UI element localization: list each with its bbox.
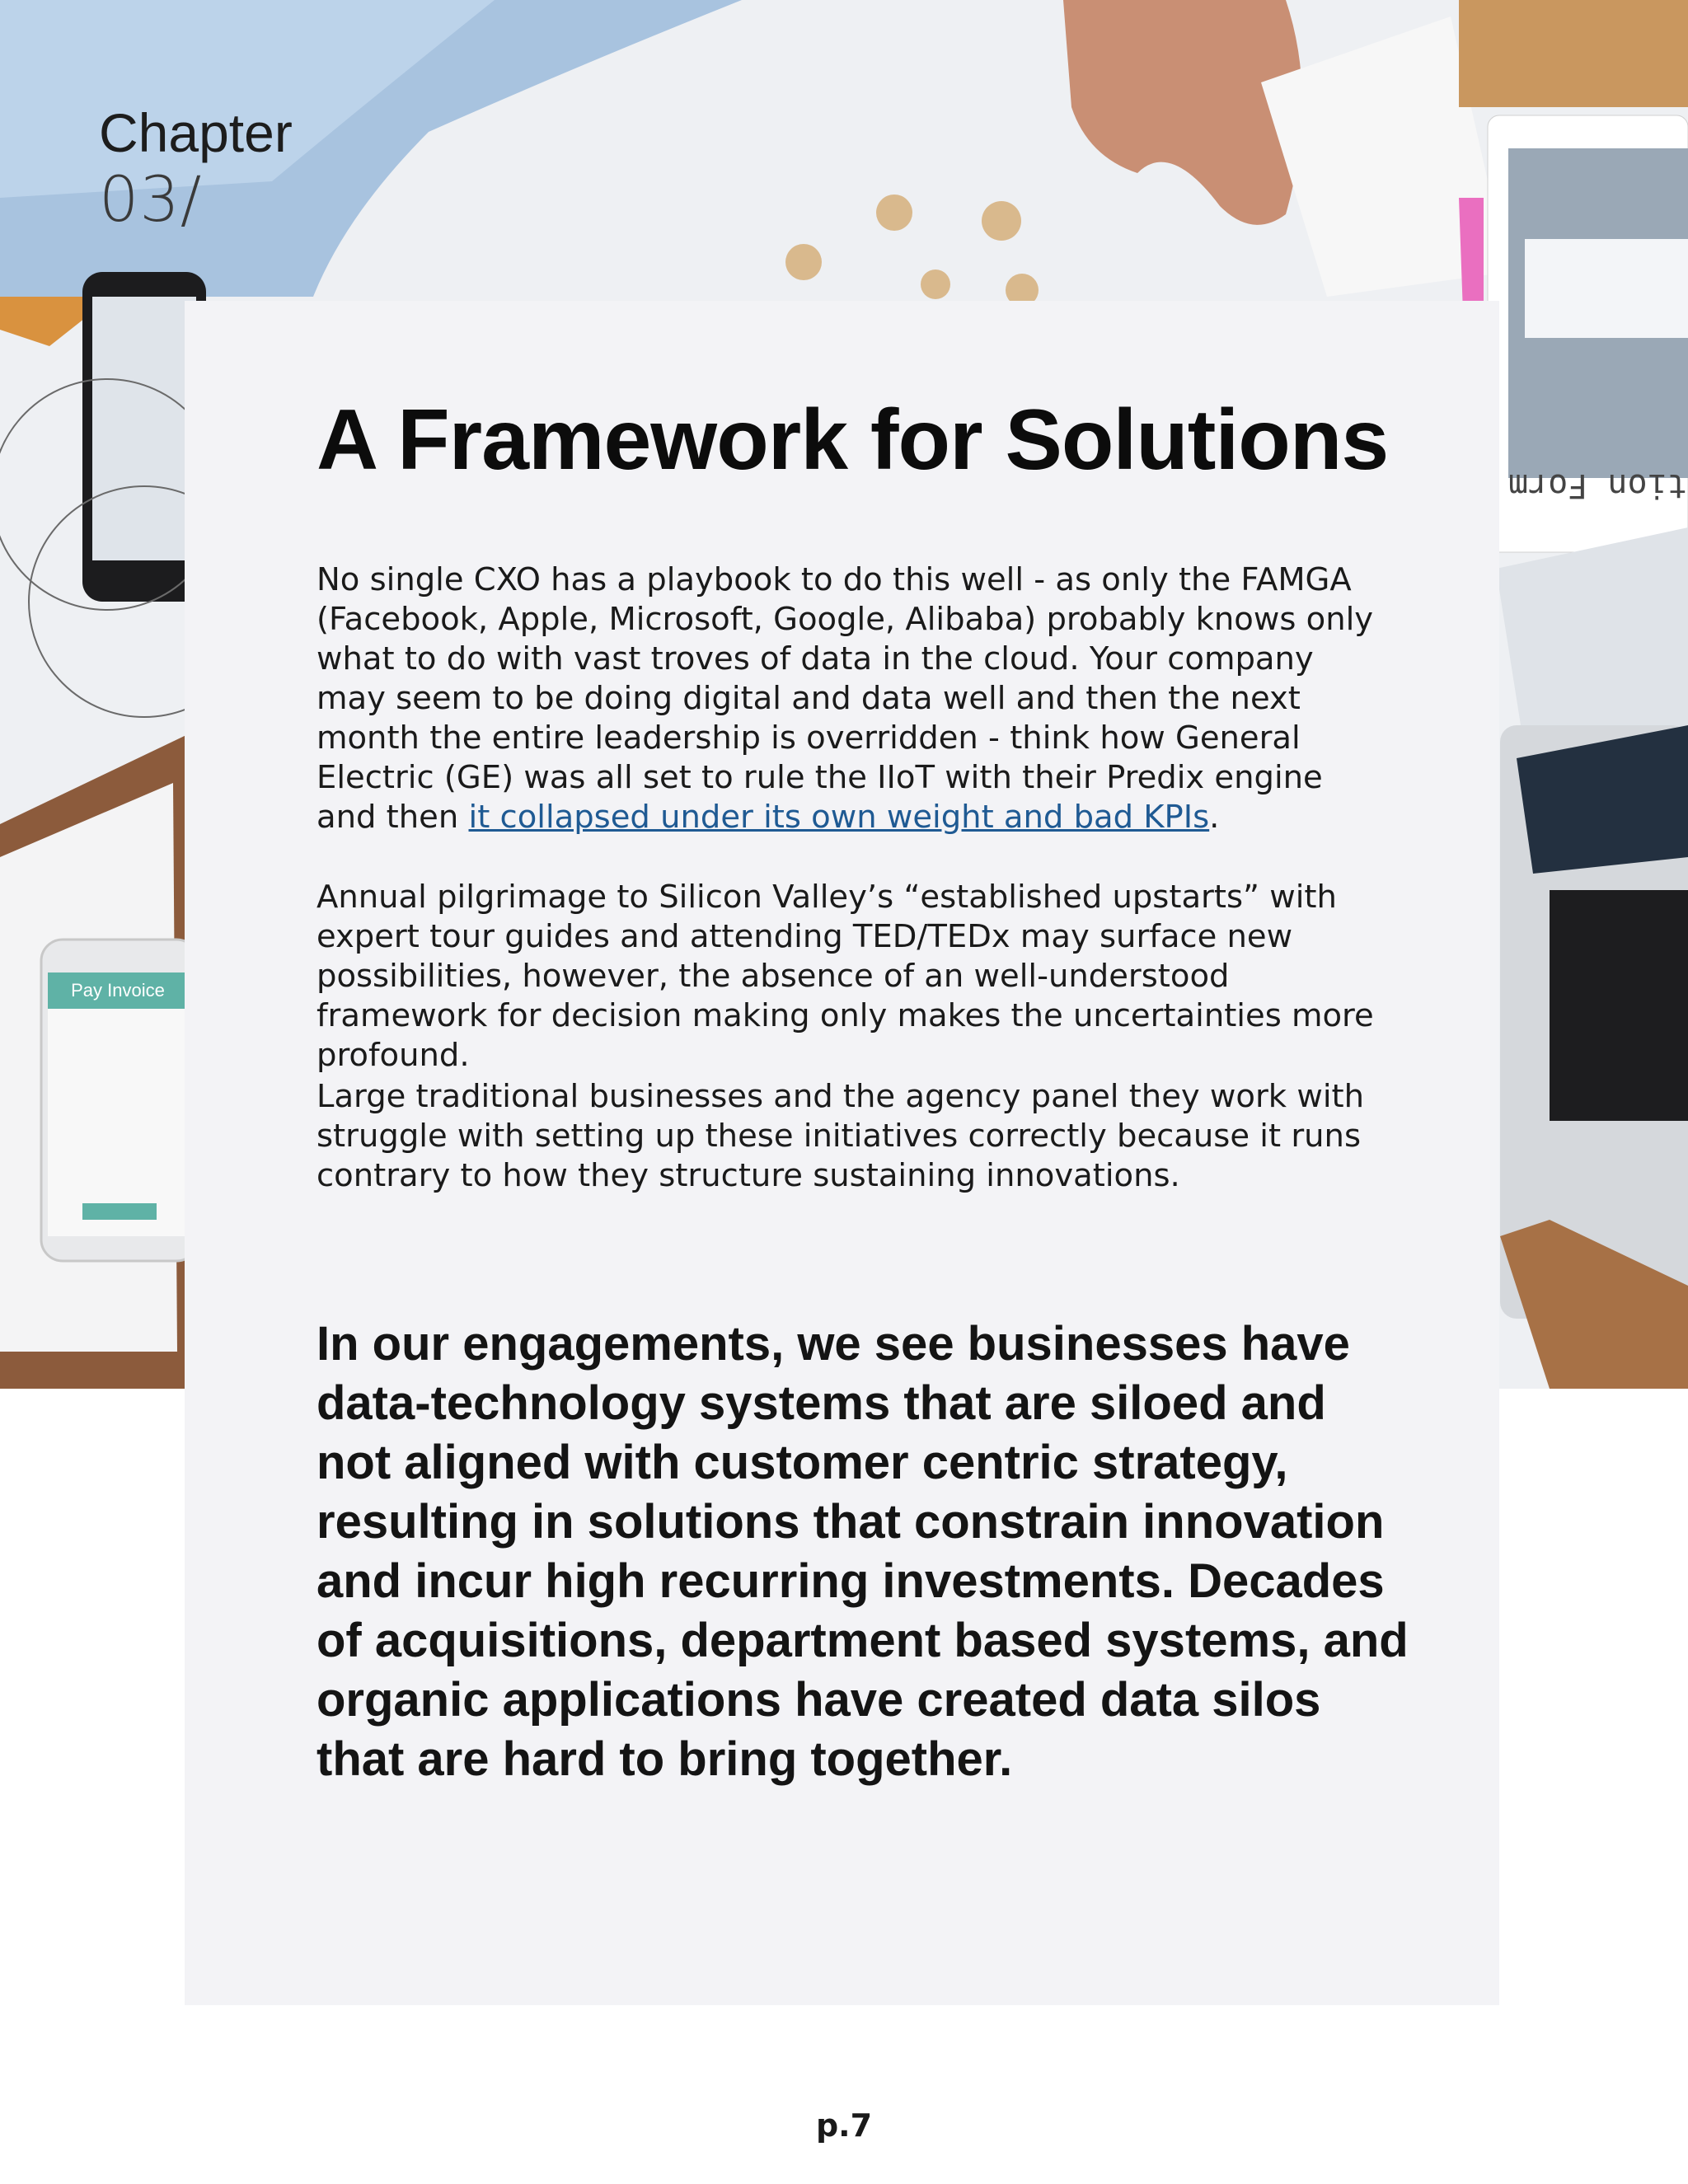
phone-screen-label: Pay Invoice [48, 972, 188, 1009]
paragraph-1 [316, 560, 1380, 837]
page-title: A Framework for Solutions [316, 392, 1389, 488]
page-number: p.7 [815, 2107, 873, 2144]
content-card [185, 301, 1499, 2005]
paragraph-3: Large traditional businesses and the agency panel they work with struggle with setting up these initiatives correctly because it runs contrary to how they structure sustaining innovations. [316, 1078, 1365, 1194]
chapter-heading [99, 103, 293, 234]
chapter-word: Chapter [99, 102, 293, 163]
ge-collapse-link[interactable]: it collapsed under its own weight and bad KPIs [468, 799, 1210, 836]
document-label: tion Form [1508, 466, 1687, 504]
chapter-number: 03/ [99, 162, 203, 236]
paragraph-1-end: . [1209, 799, 1220, 836]
pull-quote: In our engagements, we see businesses have data-technology systems that are siloed and not aligned with customer centric strategy, resulting in solutions that constrain innovation and incur high recurring investments. Decades of acquisitions, department based systems, and organic applications have created data silos that are hard to bring together. [316, 1317, 1409, 1786]
paragraph-2: Annual pilgrimage to Silicon Valley’s “established upstarts” with expert tour guides and attending TED/TEDx may surface new possibilities, however, the absence of an well-understood framework for decision making only makes the uncertainties more profound. [316, 879, 1374, 1074]
paragraph-1-text: No single CXO has a playbook to do this well - as only the FAMGA (Facebook, Apple, Microsoft, Google, Alibaba) probably knows only what to do with vast troves of data in the cloud. Your company may seem to be doing digital and data well and then the next month the entire leadership is overridden - think how General Electric (GE) was all set to rule the IIoT with their Predix engine and then [316, 561, 1374, 836]
